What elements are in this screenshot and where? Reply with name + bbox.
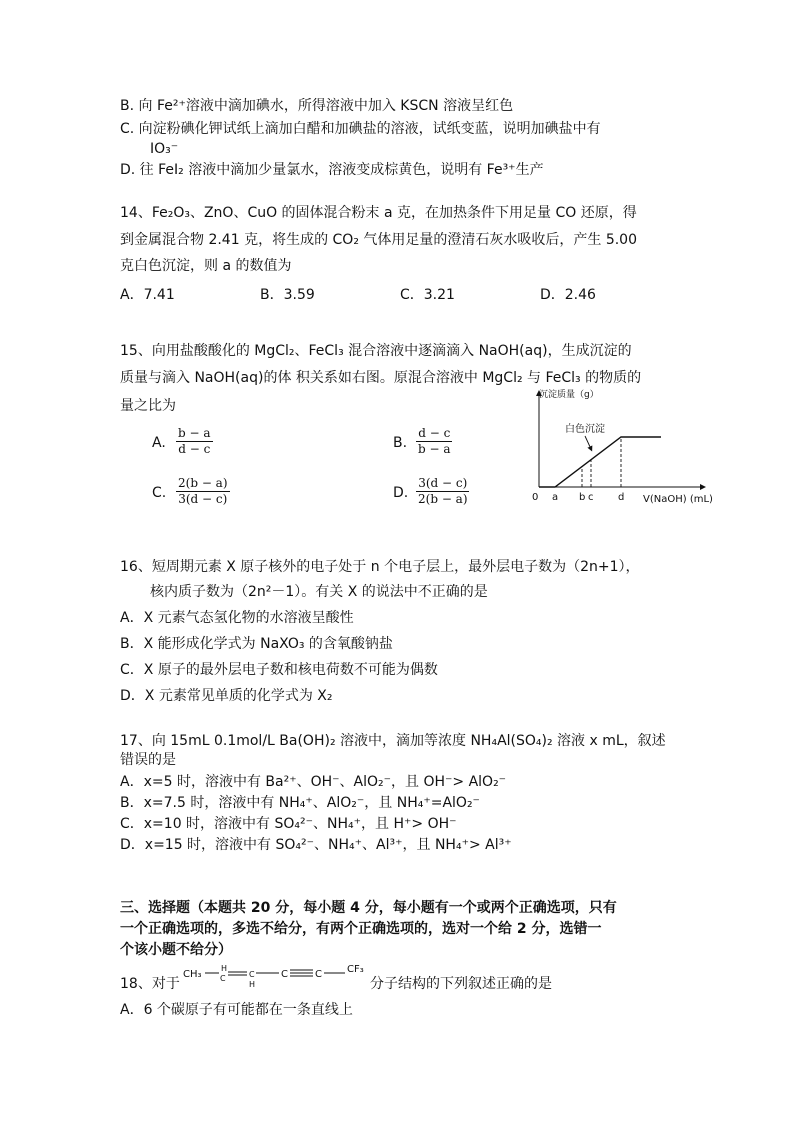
q15-option-b-fraction [416, 426, 453, 457]
q14-stem-line3: 克白色沉淀，则 a 的数值为 [120, 258, 292, 274]
q15-option-c-numerator: 2(b − a) [178, 476, 228, 490]
q15-option-b-numerator: d − c [418, 426, 451, 440]
q15-option-a-denominator: d − c [178, 442, 211, 456]
q17-stem-line2: 错误的是 [120, 752, 176, 768]
q15-option-d-denominator: 2(b − a) [418, 492, 468, 506]
q17-option-d: D．x=15 时，溶液中有 SO₄²⁻、NH₄⁺、Al³⁺，且 NH₄⁺> Al³⁺ [120, 837, 512, 853]
q15-option-b-label: B. [393, 435, 408, 451]
section3-heading-line3: 个该小题不给分） [120, 942, 232, 958]
formula-c4: C [315, 969, 322, 980]
q15-option-d-label: D. [393, 485, 409, 501]
q14-option-d: D．2.46 [540, 287, 596, 303]
formula-c1: C [220, 974, 226, 983]
q18-option-a: A．6 个碳原子有可能都在一条直线上 [120, 1002, 353, 1018]
q13-option-d: D. 往 FeI₂ 溶液中滴加少量氯水，溶液变成棕黄色，说明有 Fe³⁺生产 [120, 162, 544, 178]
q13-option-b: B. 向 Fe²⁺溶液中滴加碘水，所得溶液中加入 KSCN 溶液呈红色 [120, 98, 514, 114]
formula-h-top: H [221, 964, 228, 973]
q15-precipitate-chart [525, 385, 725, 510]
chart-tick-c: c [588, 492, 594, 503]
q16-option-d: D．X 元素常见单质的化学式为 X₂ [120, 688, 333, 704]
q17-stem-line1: 17、向 15mL 0.1mol/L Ba(OH)₂ 溶液中，滴加等浓度 NH₄Al(SO₄)₂ 溶液 x mL，叙述 [120, 733, 666, 749]
chart-annotation: 白色沉淀 [565, 424, 605, 435]
chart-annotation-arrow [585, 436, 591, 449]
section3-heading-line2: 一个正确选项的，多选不给分，有两个正确选项的，选对一个给 2 分，选错一 [120, 921, 602, 937]
formula-ch3: CH₃ [183, 969, 202, 980]
q17-option-c: C．x=10 时，溶液中有 SO₄²⁻、NH₄⁺，且 H⁺> OH⁻ [120, 816, 457, 832]
q15-stem-line3: 量之比为 [120, 398, 176, 414]
q16-option-a: A．X 元素气态氢化物的水溶液呈酸性 [120, 610, 354, 626]
chart-tick-origin: 0 [532, 492, 539, 503]
q15-option-c-label: C. [152, 485, 167, 501]
chart-tick-a: a [552, 492, 559, 503]
q13-option-c: C. 向淀粉碘化钾试纸上滴加白醋和加碘盐的溶液，试纸变蓝，说明加碘盐中有 [120, 121, 601, 137]
q15-option-c-fraction [176, 476, 230, 507]
chart-tick-b: b [579, 492, 586, 503]
chart-y-label: 沉淀质量（g） [539, 390, 599, 400]
q16-stem-line2: 核内质子数为（2n²－1）。有关 X 的说法中不正确的是 [150, 584, 488, 600]
q14-option-b: B．3.59 [260, 287, 315, 303]
q15-option-a-fraction [176, 426, 213, 457]
formula-c3: C [281, 969, 288, 980]
formula-c2: C [249, 970, 255, 979]
q15-option-d-fraction [416, 476, 470, 507]
q15-option-b-denominator: b − a [418, 442, 451, 456]
chart-x-label: V(NaOH) (mL) [643, 494, 713, 505]
q18-structural-formula [183, 963, 369, 989]
q18-stem-suffix: 分子结构的下列叙述正确的是 [370, 976, 552, 992]
q14-option-c: C．3.21 [400, 287, 455, 303]
q16-stem-line1: 16、短周期元素 X 原子核外的电子处于 n 个电子层上，最外层电子数为（2n+1）， [120, 559, 640, 575]
q15-option-a-numerator: b − a [178, 426, 211, 440]
q15-option-a-label: A. [152, 435, 166, 451]
section3-heading-line1: 三、选择题（本题共 20 分，每小题 4 分，每小题有一个或两个正确选项，只有 [120, 900, 617, 916]
q18-stem-prefix: 18、对于 [120, 976, 180, 992]
chart-ticks [532, 492, 624, 503]
q15-option-c-denominator: 3(d − c) [178, 492, 228, 506]
q17-option-b: B．x=7.5 时，溶液中有 NH₄⁺、AlO₂⁻，且 NH₄⁺=AlO₂⁻ [120, 795, 480, 811]
formula-h-bottom: H [249, 980, 256, 989]
formula-cf3: CF₃ [347, 964, 364, 975]
q17-option-a: A．x=5 时，溶液中有 Ba²⁺、OH⁻、AlO₂⁻，且 OH⁻> AlO₂⁻ [120, 774, 507, 790]
chart-series-line [539, 437, 661, 487]
q14-option-a: A．7.41 [120, 287, 175, 303]
q14-stem-line2: 到金属混合物 2.41 克，将生成的 CO₂ 气体用足量的澄清石灰水吸收后，产生 5.00 [120, 232, 638, 248]
chart-tick-d: d [618, 492, 625, 503]
q15-stem-line2: 质量与滴入 NaOH(aq)的体 积关系如右图。原混合溶液中 MgCl₂ 与 FeCl₃ 的物质的 [120, 370, 642, 386]
q14-stem-line1: 14、Fe₂O₃、ZnO、CuO 的固体混合粉末 a 克，在加热条件下用足量 CO 还原，得 [120, 205, 637, 221]
q13-option-c-continued: IO₃⁻ [150, 141, 179, 157]
q16-option-c: C．X 原子的最外层电子数和核电荷数不可能为偶数 [120, 662, 438, 678]
q15-stem-line1: 15、向用盐酸酸化的 MgCl₂、FeCl₃ 混合溶液中逐滴滴入 NaOH(aq)，生成沉淀的 [120, 343, 632, 359]
q15-option-d-numerator: 3(d − c) [418, 476, 468, 490]
q16-option-b: B．X 能形成化学式为 NaXO₃ 的含氧酸钠盐 [120, 636, 393, 652]
